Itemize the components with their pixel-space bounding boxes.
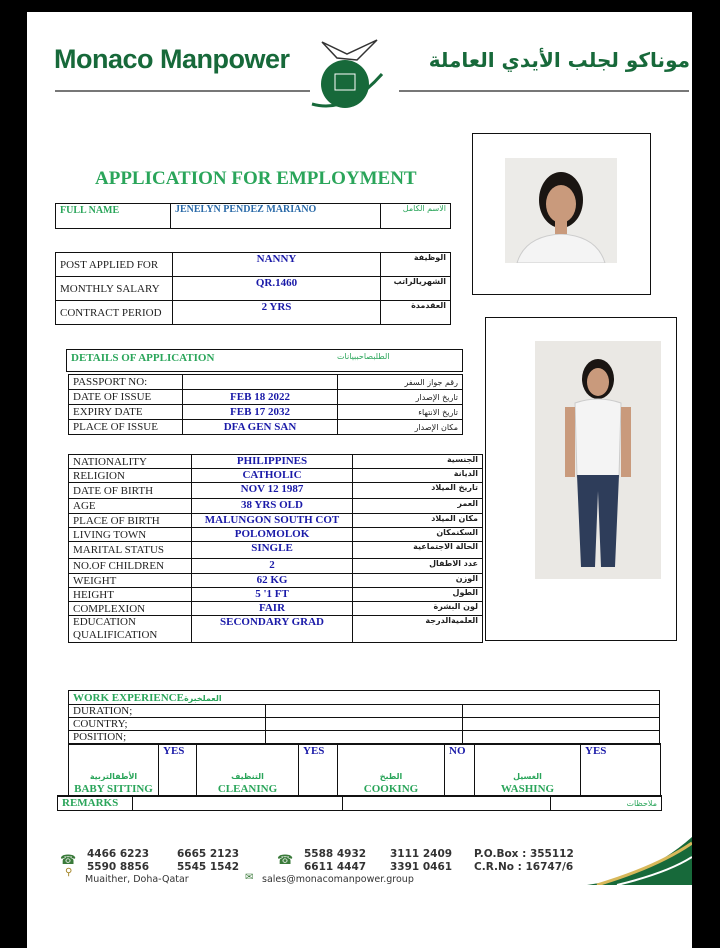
skill-label: BABY SITTING: [74, 782, 153, 795]
personal-value: PHILIPPINES: [192, 455, 353, 469]
personal-value: POLOMOLOK: [192, 528, 353, 542]
address: Muaither, Doha-Qatar: [85, 874, 189, 885]
passport-no-value: [183, 375, 338, 390]
personal-label: NATIONALITY: [69, 455, 192, 469]
personal-label-ar: الوزن: [353, 574, 483, 588]
personal-value: MALUNGON SOUTH COT: [192, 514, 353, 528]
post-value: NANNY: [173, 253, 381, 277]
phone-number: 5588 4932: [304, 848, 367, 860]
post-label-ar: الوظيفة: [381, 253, 451, 277]
skills-table: [68, 743, 661, 797]
full-name-label-ar: الاسم الكامل: [402, 204, 446, 213]
personal-row: [69, 514, 483, 528]
skill-label-ar: الطبخ: [379, 771, 403, 781]
skill-cell: [475, 744, 581, 796]
issue-place-value: DFA GEN SAN: [183, 420, 338, 435]
footer-swoosh: [587, 837, 692, 885]
skill-label-ar: التنظيف: [231, 771, 264, 781]
personal-row: [69, 574, 483, 588]
page-title: APPLICATION FOR EMPLOYMENT: [95, 168, 417, 189]
full-body-photo: [535, 341, 661, 579]
phone-number: 6665 2123: [177, 848, 240, 860]
cr-number: C.R.No : 16747/6: [474, 861, 574, 873]
portrait-photo-frame: [472, 133, 651, 295]
personal-value: 5 '1 FT: [192, 588, 353, 602]
email-icon: ✉: [245, 872, 254, 883]
personal-label: EDUCATION QUALIFICATION: [69, 616, 192, 643]
remarks-table: [57, 795, 662, 811]
expiry-date-label: EXPIRY DATE: [69, 405, 183, 420]
personal-label: AGE: [69, 499, 192, 514]
personal-label-ar: تاريخ الميلاد: [353, 483, 483, 499]
skill-cell: [338, 744, 445, 796]
skill-label-ar: الغسيل: [513, 771, 542, 781]
phone-number: 6611 4447: [304, 861, 367, 873]
issue-date-label-ar: تاريخ الإصدار: [338, 390, 463, 405]
skill-cell: [69, 744, 159, 796]
personal-value: 62 KG: [192, 574, 353, 588]
personal-label: MARITAL STATUS: [69, 542, 192, 559]
issue-date-label: DATE OF ISSUE: [69, 390, 183, 405]
personal-label: RELIGION: [69, 469, 192, 483]
personal-value: 38 YRS OLD: [192, 499, 353, 514]
personal-label-ar: الحالة الاجتماعية: [353, 542, 483, 559]
header-divider: [399, 90, 689, 92]
logo-icon: [307, 34, 387, 112]
personal-value: CATHOLIC: [192, 469, 353, 483]
phone-number: 5590 8856: [87, 861, 150, 873]
personal-label-ar: السكنمكان: [353, 528, 483, 542]
location-icon: ⚲: [65, 867, 73, 878]
skill-value: YES: [581, 744, 661, 796]
personal-table: [68, 454, 483, 643]
personal-row: [69, 499, 483, 514]
phone-number: 5545 1542: [177, 861, 240, 873]
personal-label-ar: الطول: [353, 588, 483, 602]
skill-label-ar: الأطفالتربية: [89, 771, 138, 781]
remarks-label-ar: ملاحظات: [551, 796, 662, 810]
skill-label: CLEANING: [217, 782, 278, 795]
personal-label-ar: الجنسية: [353, 455, 483, 469]
work-label-ar: العملخبرة: [183, 693, 222, 703]
personal-label-ar: لون البشرة: [353, 602, 483, 616]
application-page: [27, 12, 692, 948]
skill-value: YES: [159, 744, 197, 796]
passport-table: [68, 374, 463, 435]
portrait-photo: [505, 158, 617, 263]
salary-label-ar: الشهريالراتب: [381, 277, 451, 301]
details-header: [66, 349, 463, 372]
duration-label: DURATION;: [69, 705, 266, 718]
header-divider: [55, 90, 310, 92]
personal-value: SECONDARY GRAD: [192, 616, 353, 643]
personal-label: HEIGHT: [69, 588, 192, 602]
details-label: DETAILS OF APPLICATION: [71, 352, 215, 364]
personal-row: [69, 469, 483, 483]
post-table: [55, 252, 451, 325]
remarks-label: REMARKS: [58, 796, 133, 810]
brand-name: Monaco Manpower: [54, 44, 290, 74]
phone-icon: ☎: [60, 852, 77, 867]
phone-number: 3391 0461: [390, 861, 453, 873]
skill-value: NO: [445, 744, 475, 796]
expiry-date-label-ar: تاريخ الانتهاء: [338, 405, 463, 420]
personal-value: FAIR: [192, 602, 353, 616]
passport-no-label-ar: رقم جواز السفر: [338, 375, 463, 390]
personal-value: 2: [192, 559, 353, 574]
personal-row: [69, 483, 483, 499]
personal-label-ar: مكان الميلاد: [353, 514, 483, 528]
phone-icon: ☎: [277, 852, 294, 867]
skill-value: YES: [299, 744, 338, 796]
full-body-photo-frame: [485, 317, 677, 641]
full-name-label: FULL NAME: [60, 205, 120, 216]
personal-row: [69, 559, 483, 574]
full-name-table: [55, 203, 451, 229]
po-box: P.O.Box : 355112: [474, 848, 574, 860]
personal-label-ar: عدد الاطفال: [353, 559, 483, 574]
brand-name-arabic: موناكو لجلب الأيدي العاملة: [428, 48, 690, 72]
contract-value: 2 YRS: [173, 301, 381, 325]
salary-value: QR.1460: [173, 277, 381, 301]
post-label: POST APPLIED FOR: [56, 253, 173, 277]
country-label: COUNTRY;: [69, 718, 266, 731]
work-label: WORK EXPERIENCE: [73, 691, 184, 704]
personal-label: WEIGHT: [69, 574, 192, 588]
expiry-date-value: FEB 17 2032: [183, 405, 338, 420]
salary-label: MONTHLY SALARY: [56, 277, 173, 301]
personal-label-ar: الديانة: [353, 469, 483, 483]
skill-cell: [197, 744, 299, 796]
personal-label: LIVING TOWN: [69, 528, 192, 542]
issue-date-value: FEB 18 2022: [183, 390, 338, 405]
issue-place-label: PLACE OF ISSUE: [69, 420, 183, 435]
personal-row: [69, 616, 483, 643]
phone-number: 4466 6223: [87, 848, 150, 860]
personal-row: [69, 455, 483, 469]
personal-label: DATE OF BIRTH: [69, 483, 192, 499]
personal-row: [69, 602, 483, 616]
issue-place-label-ar: مكان الإصدار: [338, 420, 463, 435]
contract-label: CONTRACT PERIOD: [56, 301, 173, 325]
work-experience-table: [68, 690, 660, 744]
personal-row: [69, 542, 483, 559]
personal-row: [69, 588, 483, 602]
personal-value: SINGLE: [192, 542, 353, 559]
contract-label-ar: العقدمدة: [381, 301, 451, 325]
personal-row: [69, 528, 483, 542]
personal-label: NO.OF CHILDREN: [69, 559, 192, 574]
personal-label-ar: العمر: [353, 499, 483, 514]
personal-value: NOV 12 1987: [192, 483, 353, 499]
skill-label: WASHING: [500, 782, 555, 795]
personal-label-ar: العلميةالدرجة: [353, 616, 483, 643]
details-label-ar: الطلبصاحببيانات: [337, 352, 390, 361]
skill-label: COOKING: [363, 782, 419, 795]
passport-no-label: PASSPORT NO:: [69, 375, 183, 390]
position-label: POSITION;: [69, 731, 266, 744]
personal-label: PLACE OF BIRTH: [69, 514, 192, 528]
phone-number: 3111 2409: [390, 848, 453, 860]
email: sales@monacomanpower.group: [262, 874, 414, 885]
personal-label: COMPLEXION: [69, 602, 192, 616]
full-name-value: JENELYN PENDEZ MARIANO: [175, 204, 317, 215]
